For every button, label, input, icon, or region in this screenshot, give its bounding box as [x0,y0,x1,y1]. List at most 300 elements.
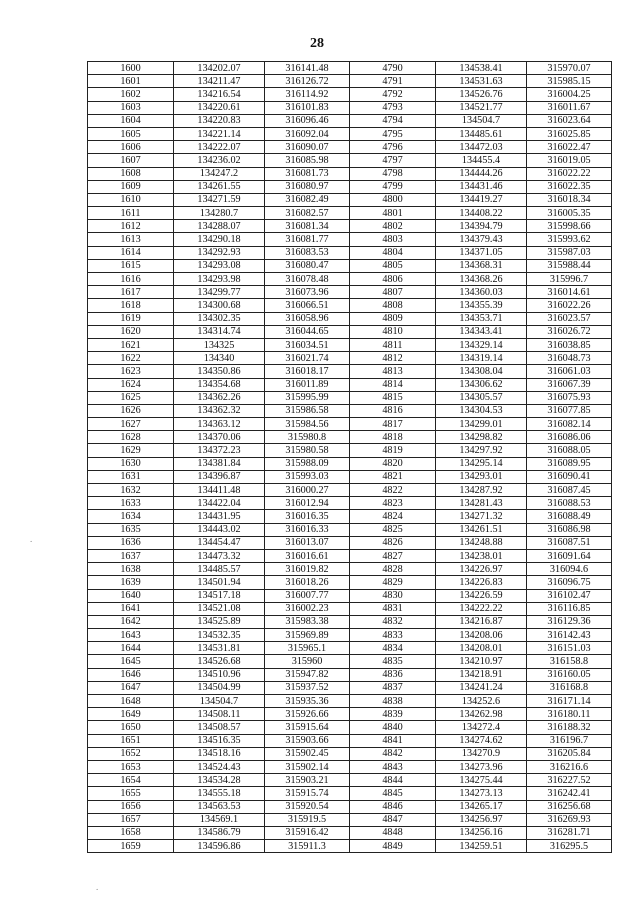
page-number: 28 [310,36,324,51]
left-y-coordinate-cell: 316013.07 [265,536,350,549]
right-x-coordinate-cell: 134408.22 [436,207,527,220]
table-row [88,826,612,839]
right-point-number-cell: 4790 [350,62,436,75]
left-x-coordinate-cell: 134288.07 [174,220,265,233]
right-y-coordinate-cell: 316168.8 [527,681,612,694]
left-point-number-cell: 1650 [88,721,174,734]
left-y-coordinate-cell: 315960 [265,655,350,668]
left-y-coordinate-cell: 316114.92 [265,88,350,101]
right-point-number-cell: 4820 [350,457,436,470]
right-x-coordinate-cell: 134531.63 [436,75,527,88]
left-x-coordinate-cell: 134293.08 [174,259,265,272]
left-point-number-cell: 1607 [88,154,174,167]
right-x-coordinate-cell: 134379.43 [436,233,527,246]
table-row [88,615,612,628]
right-point-number-cell: 4828 [350,563,436,576]
table-row [88,114,612,127]
left-x-coordinate-cell: 134302.35 [174,312,265,325]
right-point-number-cell: 4803 [350,233,436,246]
left-y-coordinate-cell: 316092.04 [265,127,350,140]
right-x-coordinate-cell: 134262.98 [436,708,527,721]
left-y-coordinate-cell: 315935.36 [265,695,350,708]
table-row [88,220,612,233]
right-y-coordinate-cell: 316216.6 [527,760,612,773]
right-y-coordinate-cell: 316281.71 [527,826,612,839]
right-x-coordinate-cell: 134297.92 [436,444,527,457]
right-point-number-cell: 4830 [350,589,436,602]
right-x-coordinate-cell: 134394.79 [436,220,527,233]
right-x-coordinate-cell: 134298.82 [436,431,527,444]
right-point-number-cell: 4819 [350,444,436,457]
right-y-coordinate-cell: 315998.66 [527,220,612,233]
left-x-coordinate-cell: 134350.86 [174,365,265,378]
left-x-coordinate-cell: 134431.95 [174,510,265,523]
left-point-number-cell: 1627 [88,418,174,431]
table-row [88,378,612,391]
right-point-number-cell: 4793 [350,101,436,114]
right-point-number-cell: 4834 [350,642,436,655]
left-y-coordinate-cell: 315911.3 [265,840,350,853]
margin-mark: . [30,534,33,544]
right-y-coordinate-cell: 316018.34 [527,193,612,206]
right-point-number-cell: 4818 [350,431,436,444]
table-row [88,207,612,220]
left-x-coordinate-cell: 134501.94 [174,576,265,589]
left-y-coordinate-cell: 316080.97 [265,180,350,193]
left-y-coordinate-cell: 316012.94 [265,497,350,510]
right-y-coordinate-cell: 316160.05 [527,668,612,681]
table-row [88,88,612,101]
right-point-number-cell: 4791 [350,75,436,88]
right-y-coordinate-cell: 316102.47 [527,589,612,602]
right-x-coordinate-cell: 134306.62 [436,378,527,391]
left-x-coordinate-cell: 134504.7 [174,695,265,708]
left-x-coordinate-cell: 134290.18 [174,233,265,246]
table-row [88,312,612,325]
right-x-coordinate-cell: 134210.97 [436,655,527,668]
right-point-number-cell: 4826 [350,536,436,549]
right-y-coordinate-cell: 316196.7 [527,734,612,747]
right-y-coordinate-cell: 316011.67 [527,101,612,114]
table-row [88,141,612,154]
right-x-coordinate-cell: 134208.06 [436,629,527,642]
right-point-number-cell: 4800 [350,193,436,206]
right-x-coordinate-cell: 134444.26 [436,167,527,180]
left-x-coordinate-cell: 134422.04 [174,497,265,510]
left-x-coordinate-cell: 134525.89 [174,615,265,628]
left-point-number-cell: 1653 [88,760,174,773]
left-point-number-cell: 1636 [88,536,174,549]
left-y-coordinate-cell: 315984.56 [265,418,350,431]
left-point-number-cell: 1604 [88,114,174,127]
left-y-coordinate-cell: 315969.89 [265,629,350,642]
right-y-coordinate-cell: 316087.45 [527,484,612,497]
right-point-number-cell: 4794 [350,114,436,127]
left-x-coordinate-cell: 134485.57 [174,563,265,576]
right-y-coordinate-cell: 315985.15 [527,75,612,88]
right-x-coordinate-cell: 134521.77 [436,101,527,114]
right-x-coordinate-cell: 134431.46 [436,180,527,193]
table-row [88,787,612,800]
left-x-coordinate-cell: 134222.07 [174,141,265,154]
left-x-coordinate-cell: 134314.74 [174,325,265,338]
table-row [88,154,612,167]
right-x-coordinate-cell: 134319.14 [436,352,527,365]
table-row [88,352,612,365]
table-row [88,576,612,589]
right-y-coordinate-cell: 316094.6 [527,563,612,576]
right-y-coordinate-cell: 316075.93 [527,391,612,404]
left-y-coordinate-cell: 316080.47 [265,259,350,272]
table-row [88,563,612,576]
right-x-coordinate-cell: 134299.01 [436,418,527,431]
left-x-coordinate-cell: 134411.48 [174,484,265,497]
right-x-coordinate-cell: 134256.16 [436,826,527,839]
right-y-coordinate-cell: 316067.39 [527,378,612,391]
left-x-coordinate-cell: 134508.57 [174,721,265,734]
right-point-number-cell: 4838 [350,695,436,708]
left-point-number-cell: 1648 [88,695,174,708]
right-x-coordinate-cell: 134304.53 [436,404,527,417]
left-y-coordinate-cell: 316011.89 [265,378,350,391]
right-y-coordinate-cell: 316088.53 [527,497,612,510]
left-y-coordinate-cell: 316000.27 [265,484,350,497]
left-y-coordinate-cell: 315937.52 [265,681,350,694]
left-x-coordinate-cell: 134261.55 [174,180,265,193]
left-point-number-cell: 1633 [88,497,174,510]
left-point-number-cell: 1602 [88,88,174,101]
right-point-number-cell: 4809 [350,312,436,325]
table-row [88,774,612,787]
left-point-number-cell: 1652 [88,747,174,760]
left-x-coordinate-cell: 134454.47 [174,536,265,549]
right-y-coordinate-cell: 316082.14 [527,418,612,431]
table-row [88,233,612,246]
left-y-coordinate-cell: 315926.66 [265,708,350,721]
right-x-coordinate-cell: 134226.83 [436,576,527,589]
right-y-coordinate-cell: 315996.7 [527,273,612,286]
left-point-number-cell: 1634 [88,510,174,523]
right-point-number-cell: 4822 [350,484,436,497]
left-y-coordinate-cell: 316019.82 [265,563,350,576]
table-row [88,813,612,826]
right-point-number-cell: 4808 [350,299,436,312]
right-point-number-cell: 4849 [350,840,436,853]
left-x-coordinate-cell: 134510.96 [174,668,265,681]
left-x-coordinate-cell: 134354.68 [174,378,265,391]
left-x-coordinate-cell: 134526.68 [174,655,265,668]
right-point-number-cell: 4829 [350,576,436,589]
right-point-number-cell: 4814 [350,378,436,391]
right-y-coordinate-cell: 316088.05 [527,444,612,457]
left-point-number-cell: 1613 [88,233,174,246]
right-point-number-cell: 4815 [350,391,436,404]
right-point-number-cell: 4839 [350,708,436,721]
left-x-coordinate-cell: 134396.87 [174,470,265,483]
right-y-coordinate-cell: 315970.07 [527,62,612,75]
left-y-coordinate-cell: 316141.48 [265,62,350,75]
right-x-coordinate-cell: 134218.91 [436,668,527,681]
right-point-number-cell: 4796 [350,141,436,154]
right-point-number-cell: 4841 [350,734,436,747]
right-x-coordinate-cell: 134353.71 [436,312,527,325]
left-y-coordinate-cell: 316016.61 [265,549,350,562]
right-y-coordinate-cell: 316116.85 [527,602,612,615]
right-y-coordinate-cell: 316022.26 [527,299,612,312]
left-x-coordinate-cell: 134247.2 [174,167,265,180]
right-point-number-cell: 4848 [350,826,436,839]
left-x-coordinate-cell: 134220.61 [174,101,265,114]
table-row [88,404,612,417]
right-y-coordinate-cell: 316023.64 [527,114,612,127]
right-point-number-cell: 4847 [350,813,436,826]
right-x-coordinate-cell: 134329.14 [436,338,527,351]
left-y-coordinate-cell: 315902.45 [265,747,350,760]
left-y-coordinate-cell: 316073.96 [265,286,350,299]
table-row [88,299,612,312]
right-x-coordinate-cell: 134273.13 [436,787,527,800]
left-point-number-cell: 1626 [88,404,174,417]
right-x-coordinate-cell: 134226.59 [436,589,527,602]
right-y-coordinate-cell: 316086.06 [527,431,612,444]
left-point-number-cell: 1616 [88,273,174,286]
right-x-coordinate-cell: 134208.01 [436,642,527,655]
left-y-coordinate-cell: 316016.35 [265,510,350,523]
left-x-coordinate-cell: 134370.06 [174,431,265,444]
left-x-coordinate-cell: 134292.93 [174,246,265,259]
table-row [88,167,612,180]
table-row [88,721,612,734]
right-point-number-cell: 4816 [350,404,436,417]
left-y-coordinate-cell: 316078.48 [265,273,350,286]
right-x-coordinate-cell: 134271.32 [436,510,527,523]
left-y-coordinate-cell: 316002.23 [265,602,350,615]
left-y-coordinate-cell: 315902.14 [265,760,350,773]
table-row [88,523,612,536]
right-x-coordinate-cell: 134455.4 [436,154,527,167]
left-point-number-cell: 1639 [88,576,174,589]
left-x-coordinate-cell: 134521.08 [174,602,265,615]
coordinates-table [87,61,612,853]
left-point-number-cell: 1649 [88,708,174,721]
left-x-coordinate-cell: 134586.79 [174,826,265,839]
right-x-coordinate-cell: 134226.97 [436,563,527,576]
left-x-coordinate-cell: 134524.43 [174,760,265,773]
left-x-coordinate-cell: 134211.47 [174,75,265,88]
left-y-coordinate-cell: 315983.38 [265,615,350,628]
left-x-coordinate-cell: 134518.16 [174,747,265,760]
right-point-number-cell: 4806 [350,273,436,286]
table-row [88,589,612,602]
table-row [88,655,612,668]
left-x-coordinate-cell: 134596.86 [174,840,265,853]
right-point-number-cell: 4827 [350,549,436,562]
table-row [88,101,612,114]
right-x-coordinate-cell: 134275.44 [436,774,527,787]
right-point-number-cell: 4797 [350,154,436,167]
left-y-coordinate-cell: 315965.1 [265,642,350,655]
right-x-coordinate-cell: 134419.27 [436,193,527,206]
right-y-coordinate-cell: 316022.47 [527,141,612,154]
right-point-number-cell: 4795 [350,127,436,140]
left-point-number-cell: 1647 [88,681,174,694]
table-row [88,497,612,510]
left-point-number-cell: 1638 [88,563,174,576]
left-x-coordinate-cell: 134517.18 [174,589,265,602]
left-x-coordinate-cell: 134508.11 [174,708,265,721]
left-point-number-cell: 1617 [88,286,174,299]
table-row [88,668,612,681]
left-y-coordinate-cell: 315920.54 [265,800,350,813]
right-y-coordinate-cell: 316061.03 [527,365,612,378]
right-point-number-cell: 4817 [350,418,436,431]
left-y-coordinate-cell: 315915.74 [265,787,350,800]
table-row [88,840,612,853]
coordinates-table-body [88,62,612,853]
right-y-coordinate-cell: 316038.85 [527,338,612,351]
right-x-coordinate-cell: 134273.96 [436,760,527,773]
left-y-coordinate-cell: 316081.34 [265,220,350,233]
right-x-coordinate-cell: 134472.03 [436,141,527,154]
table-row [88,259,612,272]
table-row [88,391,612,404]
table-row [88,760,612,773]
left-x-coordinate-cell: 134569.1 [174,813,265,826]
left-point-number-cell: 1624 [88,378,174,391]
right-point-number-cell: 4799 [350,180,436,193]
table-row [88,681,612,694]
right-y-coordinate-cell: 315993.62 [527,233,612,246]
table-row [88,246,612,259]
right-y-coordinate-cell: 316269.93 [527,813,612,826]
right-y-coordinate-cell: 316242.41 [527,787,612,800]
right-y-coordinate-cell: 316086.98 [527,523,612,536]
right-x-coordinate-cell: 134368.26 [436,273,527,286]
left-y-coordinate-cell: 316018.26 [265,576,350,589]
left-y-coordinate-cell: 316096.46 [265,114,350,127]
right-y-coordinate-cell: 316096.75 [527,576,612,589]
left-y-coordinate-cell: 316018.17 [265,365,350,378]
left-point-number-cell: 1608 [88,167,174,180]
left-y-coordinate-cell: 316082.57 [265,207,350,220]
table-row [88,325,612,338]
right-y-coordinate-cell: 316142.43 [527,629,612,642]
left-y-coordinate-cell: 316081.73 [265,167,350,180]
left-x-coordinate-cell: 134280.7 [174,207,265,220]
left-x-coordinate-cell: 134362.32 [174,404,265,417]
left-y-coordinate-cell: 315980.58 [265,444,350,457]
right-point-number-cell: 4811 [350,338,436,351]
right-x-coordinate-cell: 134526.76 [436,88,527,101]
left-point-number-cell: 1618 [88,299,174,312]
right-point-number-cell: 4835 [350,655,436,668]
right-x-coordinate-cell: 134272.4 [436,721,527,734]
table-row [88,549,612,562]
right-point-number-cell: 4805 [350,259,436,272]
right-point-number-cell: 4832 [350,615,436,628]
left-point-number-cell: 1603 [88,101,174,114]
left-point-number-cell: 1601 [88,75,174,88]
left-point-number-cell: 1642 [88,615,174,628]
table-row [88,75,612,88]
right-x-coordinate-cell: 134274.62 [436,734,527,747]
left-x-coordinate-cell: 134504.99 [174,681,265,694]
table-row [88,338,612,351]
right-point-number-cell: 4807 [350,286,436,299]
left-x-coordinate-cell: 134202.07 [174,62,265,75]
right-point-number-cell: 4804 [350,246,436,259]
left-point-number-cell: 1637 [88,549,174,562]
table-row [88,695,612,708]
margin-mark: . [96,882,99,892]
left-x-coordinate-cell: 134516.35 [174,734,265,747]
right-y-coordinate-cell: 316019.05 [527,154,612,167]
right-y-coordinate-cell: 316088.49 [527,510,612,523]
left-point-number-cell: 1651 [88,734,174,747]
left-x-coordinate-cell: 134531.81 [174,642,265,655]
right-y-coordinate-cell: 316180.11 [527,708,612,721]
left-y-coordinate-cell: 316016.33 [265,523,350,536]
right-y-coordinate-cell: 316171.14 [527,695,612,708]
left-point-number-cell: 1656 [88,800,174,813]
left-point-number-cell: 1655 [88,787,174,800]
left-y-coordinate-cell: 316007.77 [265,589,350,602]
left-x-coordinate-cell: 134293.98 [174,273,265,286]
left-y-coordinate-cell: 315980.8 [265,431,350,444]
left-point-number-cell: 1621 [88,338,174,351]
table-row [88,747,612,760]
left-y-coordinate-cell: 315916.42 [265,826,350,839]
right-y-coordinate-cell: 316022.35 [527,180,612,193]
right-point-number-cell: 4801 [350,207,436,220]
left-point-number-cell: 1605 [88,127,174,140]
left-y-coordinate-cell: 315988.09 [265,457,350,470]
right-x-coordinate-cell: 134305.57 [436,391,527,404]
left-y-coordinate-cell: 315903.21 [265,774,350,787]
left-x-coordinate-cell: 134300.68 [174,299,265,312]
left-x-coordinate-cell: 134221.14 [174,127,265,140]
right-x-coordinate-cell: 134261.51 [436,523,527,536]
left-x-coordinate-cell: 134372.23 [174,444,265,457]
left-y-coordinate-cell: 315915.64 [265,721,350,734]
left-y-coordinate-cell: 316044.65 [265,325,350,338]
left-y-coordinate-cell: 315986.58 [265,404,350,417]
right-x-coordinate-cell: 134355.39 [436,299,527,312]
table-row [88,536,612,549]
left-point-number-cell: 1644 [88,642,174,655]
right-point-number-cell: 4813 [350,365,436,378]
right-y-coordinate-cell: 316022.22 [527,167,612,180]
right-y-coordinate-cell: 316025.85 [527,127,612,140]
left-point-number-cell: 1612 [88,220,174,233]
left-x-coordinate-cell: 134216.54 [174,88,265,101]
right-point-number-cell: 4823 [350,497,436,510]
left-x-coordinate-cell: 134363.12 [174,418,265,431]
right-point-number-cell: 4844 [350,774,436,787]
right-point-number-cell: 4837 [350,681,436,694]
right-x-coordinate-cell: 134238.01 [436,549,527,562]
right-x-coordinate-cell: 134360.03 [436,286,527,299]
left-y-coordinate-cell: 316066.51 [265,299,350,312]
table-row [88,273,612,286]
right-y-coordinate-cell: 316014.61 [527,286,612,299]
right-x-coordinate-cell: 134295.14 [436,457,527,470]
left-y-coordinate-cell: 316085.98 [265,154,350,167]
right-point-number-cell: 4810 [350,325,436,338]
right-point-number-cell: 4824 [350,510,436,523]
table-row [88,734,612,747]
table-row [88,602,612,615]
